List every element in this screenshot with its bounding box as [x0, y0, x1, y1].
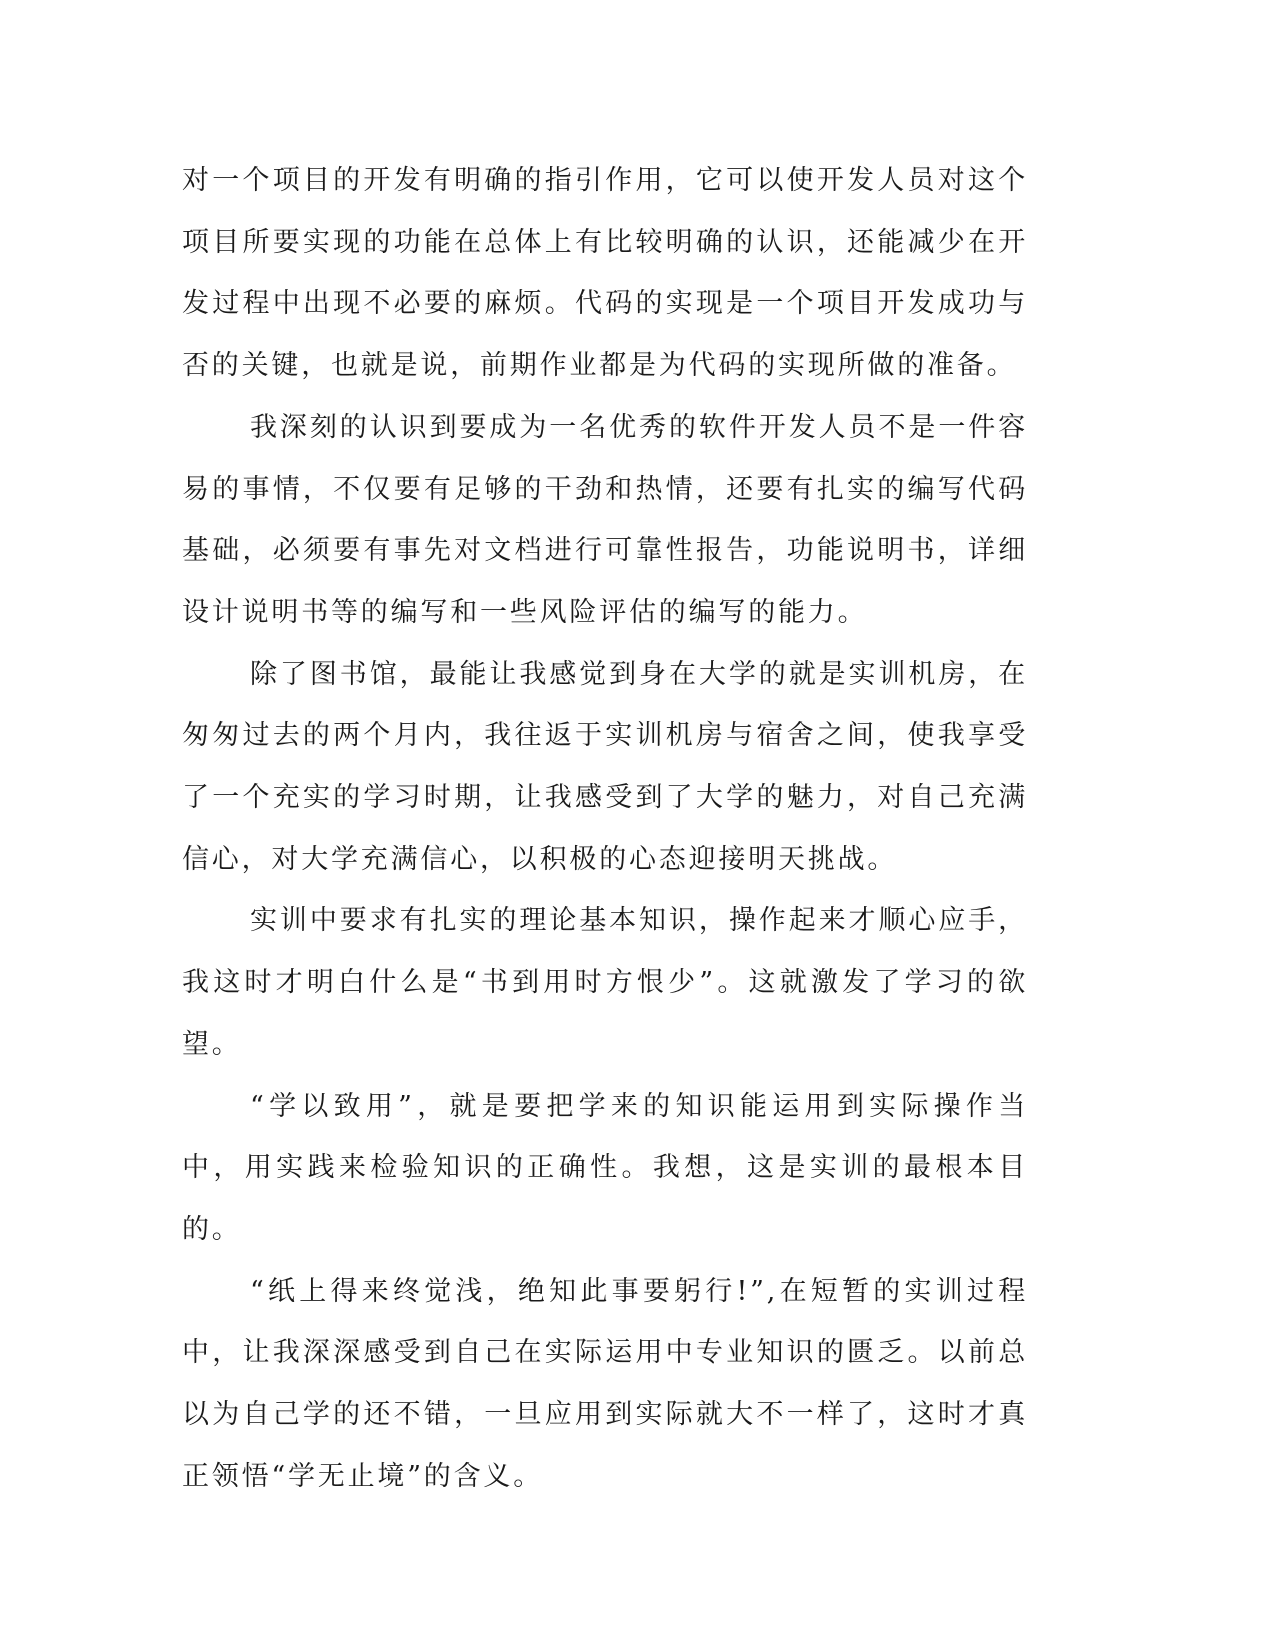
paragraph-practice: “纸上得来终觉浅，绝知此事要躬行!”,在短暂的实训过程中，让我深深感受到自己在实际运用中专业知识的匮乏。以前总以为自己学的还不错，一旦应用到实际就大不一样了，这时才真正领悟“学无止境”的含义。 [182, 1275, 1028, 1492]
paragraph-software-developer: 我深刻的认识到要成为一名优秀的软件开发人员不是一件容易的事情，不仅要有足够的干劲和热情，还要有扎实的编写代码基础，必须要有事先对文档进行可靠性报告，功能说明书，详细设计说明书等的编写和一些风险评估的编写的能力。 [182, 411, 1028, 628]
paragraph-learn-to-apply: “学以致用”，就是要把学来的知识能运用到实际操作当中，用实践来检验知识的正确性。我想，这是实训的最根本目的。 [182, 1090, 1028, 1245]
paragraph-training-room: 除了图书馆，最能让我感觉到身在大学的就是实训机房，在匆匆过去的两个月内，我往返于实训机房与宿舍之间，使我享受了一个充实的学习时期，让我感受到了大学的魅力，对自己充满信心，对大学充满信心，以积极的心态迎接明天挑战。 [182, 658, 1028, 875]
paragraph-theory-knowledge: 实训中要求有扎实的理论基本知识，操作起来才顺心应手，我这时才明白什么是“书到用时方恨少”。这就激发了学习的欲望。 [182, 905, 1028, 1060]
body-text [182, 150, 1028, 1507]
paragraph-continued: 对一个项目的开发有明确的指引作用，它可以使开发人员对这个项目所要实现的功能在总体上有比较明确的认识，还能减少在开发过程中出现不必要的麻烦。代码的实现是一个项目开发成功与否的关键，也就是说，前期作业都是为代码的实现所做的准备。 [182, 165, 1028, 382]
